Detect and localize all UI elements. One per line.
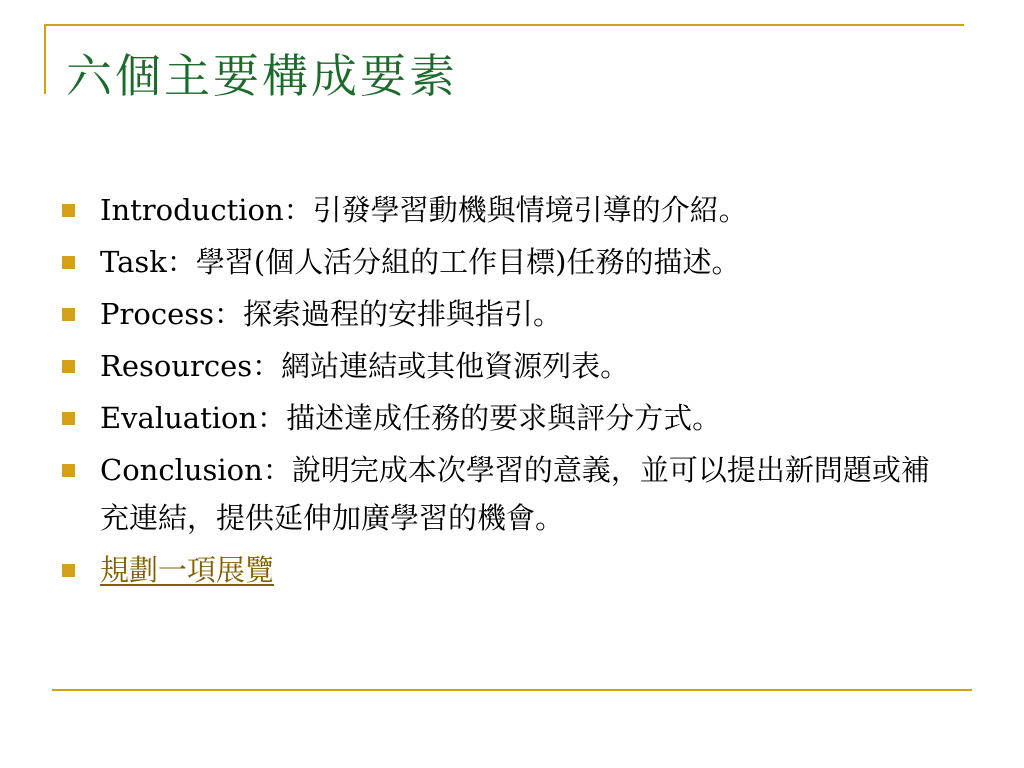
bullet-conclusion [62,446,942,542]
bullet-text: Resources：網站連結或其他資源列表。 [100,349,630,383]
slide-title: 六個主要構成要素 [66,49,458,103]
bullet-process [62,290,942,338]
bullet-list [62,186,942,598]
square-bullet-icon [62,412,75,425]
square-bullet-icon [62,464,75,477]
bottom-border-line [52,689,972,691]
square-bullet-icon [62,256,75,269]
bullet-resources [62,342,942,390]
bullet-evaluation [62,394,942,442]
bullet-text: Introduction：引發學習動機與情境引導的介紹。 [100,193,748,227]
bullet-introduction [62,186,942,234]
bullet-task [62,238,942,286]
square-bullet-icon [62,308,75,321]
square-bullet-icon [62,204,75,217]
left-border-line [44,24,46,94]
square-bullet-icon [62,564,75,577]
bullet-text: Conclusion：說明完成本次學習的意義，並可以提出新問題或補充連結，提供延伸加廣學習的機會。 [100,453,930,535]
top-border-line [44,24,964,26]
bullet-text: Task：學習(個人活分組的工作目標)任務的描述。 [100,245,741,279]
bullet-text: Evaluation：描述達成任務的要求與評分方式。 [100,401,722,435]
square-bullet-icon [62,360,75,373]
exhibition-plan-link[interactable]: 規劃一項展覽 [100,553,275,587]
bullet-exhibition-link [62,546,942,594]
bullet-text: Process：探索過程的安排與指引。 [100,297,563,331]
